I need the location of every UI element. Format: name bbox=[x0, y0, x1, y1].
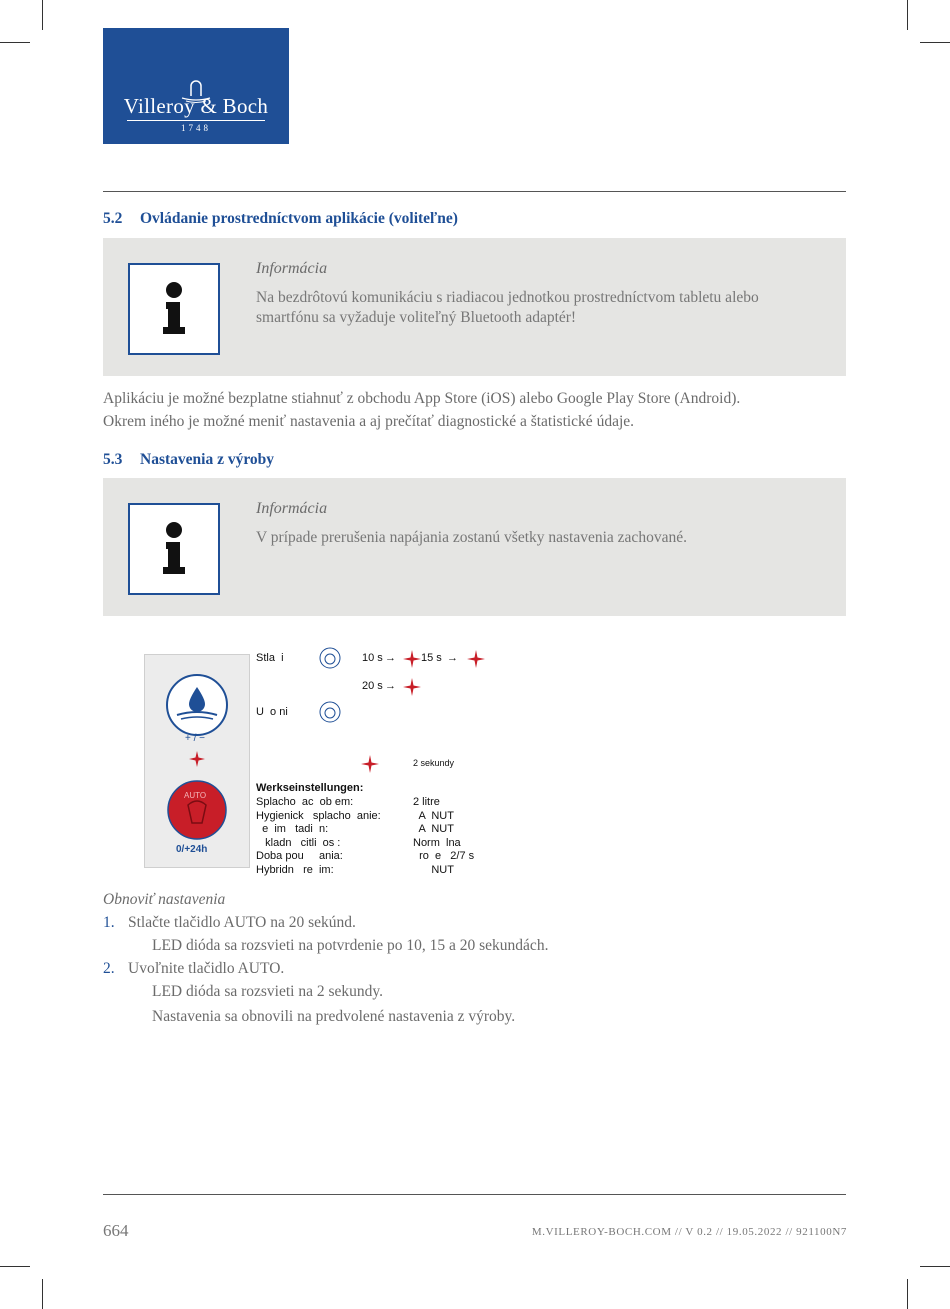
paragraph-line: Aplikáciu je možné bezplatne stiahnuť z obchodu App Store (iOS) alebo Google Play Store (Android). bbox=[103, 390, 741, 407]
led-icon bbox=[403, 650, 421, 668]
crop-mark bbox=[0, 1266, 30, 1267]
time-20s: 20 s bbox=[362, 680, 383, 692]
setting-label: Splacho ac ob em: bbox=[256, 796, 354, 808]
info-box bbox=[103, 238, 846, 376]
crop-mark bbox=[920, 42, 950, 43]
step-text: Uvoľnite tlačidlo AUTO. bbox=[128, 960, 285, 977]
crop-mark bbox=[42, 0, 43, 30]
setting-value: A NUT bbox=[413, 809, 454, 822]
control-panel bbox=[144, 654, 250, 868]
step-subtext: Nastavenia sa obnovili na predvolené nastavenia z výroby. bbox=[152, 1008, 516, 1025]
footer-meta: M.VILLEROY-BOCH.COM // V 0.2 // 19.05.2022 // 921100N7 bbox=[531, 1226, 847, 1238]
step-number: 2. bbox=[103, 960, 115, 977]
arrow: → bbox=[385, 652, 396, 664]
logo-divider bbox=[127, 120, 265, 121]
led-icon bbox=[467, 650, 485, 668]
setting-label: Doba pou ania: bbox=[256, 850, 343, 863]
timer-label: 0/+24h bbox=[176, 844, 208, 855]
time-10s: 10 s bbox=[362, 652, 383, 664]
setting-value: NUT bbox=[413, 864, 454, 876]
logo-brand: Villeroy & Boch bbox=[123, 94, 269, 118]
auto-label: AUTO bbox=[184, 791, 207, 800]
auto-small-icon bbox=[319, 647, 341, 669]
setting-value: 2 litre bbox=[413, 796, 440, 808]
auto-button-icon bbox=[166, 779, 228, 841]
section-heading-5-2 bbox=[103, 210, 458, 228]
logo-year: 1748 bbox=[181, 123, 211, 133]
led-icon bbox=[361, 755, 379, 773]
crop-mark bbox=[907, 0, 908, 30]
section-title: Nastavenia z výroby bbox=[140, 451, 275, 468]
brand-logo bbox=[103, 28, 289, 144]
led-icon bbox=[403, 678, 421, 696]
setting-label: e im tadi n: bbox=[256, 823, 329, 836]
step-text: Stlačte tlačidlo AUTO na 20 sekúnd. bbox=[128, 914, 356, 931]
step-number: 1. bbox=[103, 914, 115, 931]
settings-title: Werkseinstellungen: bbox=[256, 782, 364, 794]
setting-value: ro e 2/7 s bbox=[413, 850, 475, 863]
step-subtext: LED dióda sa rozsvieti na 2 sekundy. bbox=[152, 983, 384, 1000]
setting-value: A NUT bbox=[413, 823, 454, 836]
crop-mark bbox=[920, 1266, 950, 1267]
info-icon bbox=[128, 263, 220, 355]
setting-label: Hybridn re im: bbox=[256, 864, 334, 876]
release-label: U o ni bbox=[256, 706, 288, 718]
top-rule bbox=[103, 191, 846, 192]
setting-value: Norm lna bbox=[413, 836, 461, 849]
press-label: Stla i bbox=[256, 652, 284, 664]
two-seconds-label: 2 sekundy bbox=[413, 758, 455, 768]
info-icon bbox=[128, 503, 220, 595]
setting-label: Hygienick splacho anie: bbox=[256, 809, 381, 822]
led-icon bbox=[189, 751, 205, 767]
section-title: Ovládanie prostredníctvom aplikácie (voliteľne) bbox=[140, 210, 458, 227]
restore-title: Obnoviť nastavenia bbox=[103, 891, 226, 908]
crop-mark bbox=[907, 1279, 908, 1309]
crop-mark bbox=[42, 1279, 43, 1309]
info-title: Informácia bbox=[256, 500, 328, 517]
app-paragraph bbox=[103, 387, 740, 433]
footer-rule bbox=[103, 1194, 846, 1195]
section-number: 5.2 bbox=[103, 210, 123, 227]
info-box bbox=[103, 478, 846, 616]
time-15s: 15 s bbox=[421, 652, 442, 664]
arrow: → bbox=[385, 680, 396, 692]
page-number: 664 bbox=[103, 1221, 129, 1240]
auto-small-icon bbox=[319, 701, 341, 723]
info-text: Na bezdrôtovú komunikáciu s riadiacou jednotkou prostredníctvom tabletu alebo smartfónu sa vyžaduje voliteľný Bluetooth adaptér! bbox=[256, 289, 759, 326]
section-heading-5-3 bbox=[103, 451, 274, 469]
info-title: Informácia bbox=[256, 260, 328, 277]
crop-mark bbox=[0, 42, 30, 43]
info-text: V prípade prerušenia napájania zostanú všetky nastavenia zachované. bbox=[256, 529, 687, 546]
paragraph-line: Okrem iného je možné meniť nastavenia a aj prečítať diagnostické a štatistické údaje. bbox=[103, 413, 635, 430]
section-number: 5.3 bbox=[103, 451, 123, 468]
flush-button-icon bbox=[165, 673, 229, 737]
plus-minus-label: + / − bbox=[185, 733, 206, 744]
setting-label: kladn citli os : bbox=[256, 836, 341, 849]
arrow: → bbox=[447, 652, 458, 664]
step-subtext: LED dióda sa rozsvieti na potvrdenie po 10, 15 a 20 sekundách. bbox=[152, 937, 549, 954]
